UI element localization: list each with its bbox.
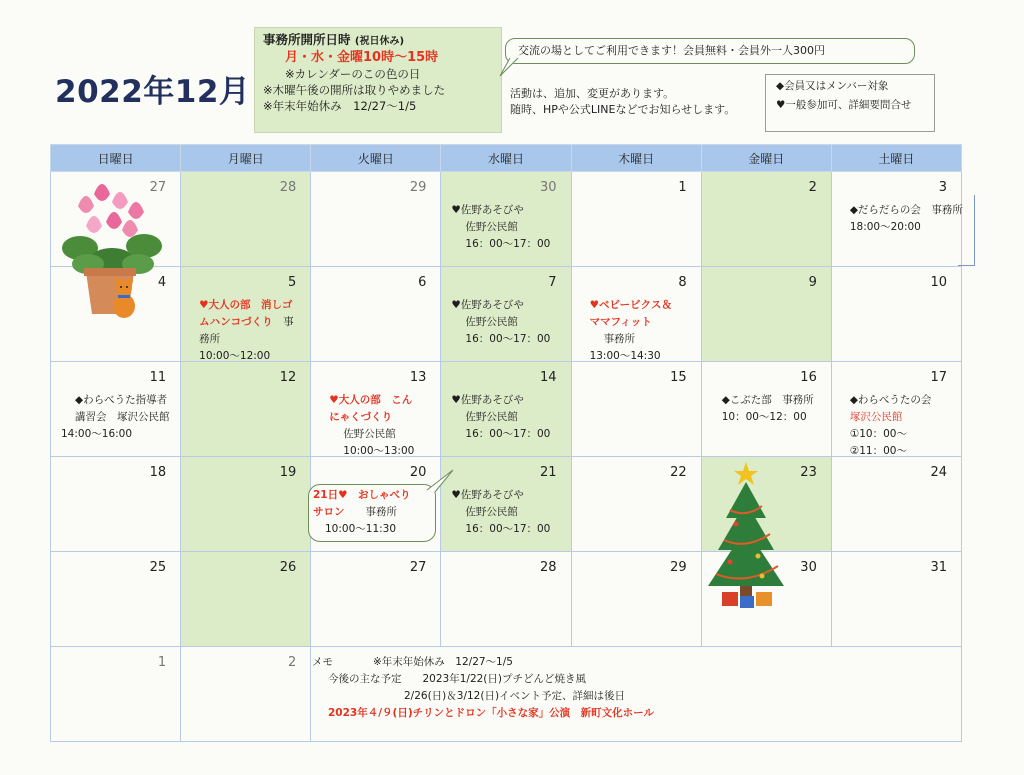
legend-public: ♥一般参加可、詳細要問合せ bbox=[776, 99, 912, 111]
day-number: 30 bbox=[800, 560, 817, 575]
office-hours-days: 月・水・金曜10時～15時 bbox=[285, 50, 439, 65]
day-number: 7 bbox=[548, 275, 557, 290]
bracket-line bbox=[958, 195, 975, 266]
day-number: 21 bbox=[540, 465, 557, 480]
day-cell bbox=[181, 172, 311, 267]
memo-upcoming-2: 2/26(日)＆3/12(日)イベント予定、詳細は後日 bbox=[404, 690, 626, 702]
event-time: 10:00～13:00 bbox=[343, 445, 415, 457]
day-cell bbox=[51, 457, 181, 552]
event-time: 18:00～20:00 bbox=[849, 221, 921, 233]
day-number: 18 bbox=[149, 465, 167, 480]
event-place: 事務所 bbox=[365, 506, 397, 518]
star-icon bbox=[734, 462, 758, 485]
cyclamen-bear-illustration bbox=[58, 176, 168, 324]
weekday-sat: 土曜日 bbox=[831, 145, 961, 172]
day-number: 1 bbox=[678, 180, 687, 195]
week-row bbox=[51, 362, 962, 457]
event-title: ◆だらだらの会 事務所 bbox=[849, 204, 963, 216]
event-time-1: ①10：00～ bbox=[849, 428, 907, 440]
day-number: 29 bbox=[409, 180, 427, 195]
event-time: 13:00～14:30 bbox=[589, 350, 661, 362]
day-cell bbox=[311, 267, 441, 362]
office-hours-note-color: ※カレンダーのこの色の日 bbox=[285, 67, 421, 81]
day-number: 6 bbox=[418, 275, 427, 290]
day-number: 24 bbox=[930, 465, 947, 480]
day-cell bbox=[311, 172, 441, 267]
day-cell bbox=[701, 362, 831, 457]
event-time: 10:00～12:00 bbox=[199, 350, 271, 362]
day-cell bbox=[831, 552, 961, 647]
event-warabeuta bbox=[850, 392, 955, 460]
event-place: 務所 bbox=[199, 333, 221, 345]
day-number: 2 bbox=[808, 180, 817, 195]
day-number: 4 bbox=[157, 275, 167, 290]
memo-upcoming: 今後の主な予定 2023年1/22(日)プチどんど焼き風 bbox=[328, 673, 586, 685]
day-cell bbox=[181, 457, 311, 552]
office-hours-box bbox=[254, 27, 502, 133]
weekday-wed: 水曜日 bbox=[441, 145, 571, 172]
day-cell bbox=[181, 647, 311, 742]
day-number: 27 bbox=[149, 180, 167, 195]
memo-label: メモ bbox=[312, 656, 333, 668]
event-place: 事務所 bbox=[603, 333, 636, 345]
gift-icon bbox=[722, 592, 738, 606]
event-time: 16：00～17：00 bbox=[465, 428, 551, 440]
memo-section bbox=[312, 654, 654, 722]
event-salon bbox=[313, 487, 411, 538]
event-title: ◆わらべうたの会 bbox=[849, 394, 932, 406]
weekday-sun: 日曜日 bbox=[51, 145, 181, 172]
memo-concert: 2023年４/９(日)チリンとドロン「小さな家」公演 新町文化ホール bbox=[328, 707, 654, 719]
day-cell bbox=[571, 267, 701, 362]
office-hours-heading-note: (祝日休み) bbox=[354, 36, 405, 47]
event-time: 16：00～17：00 bbox=[465, 333, 551, 345]
day-cell bbox=[831, 362, 961, 457]
day-number: 1 bbox=[157, 655, 167, 670]
event-eraser-stamp bbox=[199, 297, 304, 365]
day-number: 28 bbox=[540, 560, 557, 575]
weekday-mon: 月曜日 bbox=[181, 145, 311, 172]
salon-bubble-tail bbox=[425, 468, 455, 494]
day-cell bbox=[311, 362, 441, 457]
day-cell bbox=[571, 457, 701, 552]
memo-holiday: ※年末年始休み 12/27～1/5 bbox=[373, 656, 513, 668]
event-place: 佐野公民館 bbox=[465, 506, 518, 518]
event-babybics bbox=[590, 297, 695, 365]
week-row bbox=[51, 267, 962, 362]
notice-line-1: 活動は、追加、変更があります。 bbox=[510, 87, 675, 100]
day-number: 15 bbox=[670, 370, 687, 385]
event-time-2: ②11：00～ bbox=[849, 445, 907, 457]
page-title: 2022年12月 bbox=[55, 74, 251, 110]
day-number: 9 bbox=[808, 275, 817, 290]
gift-icon bbox=[756, 592, 772, 606]
event-daradara bbox=[849, 202, 963, 236]
day-number: 19 bbox=[279, 465, 297, 480]
event-kobuta bbox=[722, 392, 825, 426]
week-row bbox=[51, 457, 962, 552]
event-warabeuta-training bbox=[61, 392, 174, 443]
event-sano-asobiya bbox=[451, 297, 564, 348]
event-konnyaku bbox=[329, 392, 434, 460]
day-cell bbox=[51, 647, 181, 742]
calendar-grid bbox=[50, 144, 962, 742]
event-time: 14:00～16:00 bbox=[61, 428, 133, 440]
event-place: 講習会 塚沢公民館 bbox=[75, 411, 170, 423]
day-number: 22 bbox=[670, 465, 687, 480]
day-number: 25 bbox=[149, 560, 167, 575]
day-cell bbox=[701, 172, 831, 267]
office-hours-heading bbox=[263, 32, 493, 50]
day-cell bbox=[441, 267, 571, 362]
week-row bbox=[51, 552, 962, 647]
day-number: 14 bbox=[540, 370, 557, 385]
event-title-2: サロン bbox=[313, 506, 345, 518]
notice-text bbox=[510, 86, 735, 118]
event-place: 佐野公民館 bbox=[465, 316, 518, 328]
day-number: 2 bbox=[288, 655, 297, 670]
event-time: 16：00～17：00 bbox=[465, 523, 551, 535]
day-cell bbox=[571, 362, 701, 457]
event-time: 10：00～12：00 bbox=[721, 411, 807, 423]
usage-bubble: 交流の場としてご利用できます！会員無料・会員外一人300円 bbox=[505, 38, 915, 64]
day-number: 28 bbox=[279, 180, 297, 195]
legend-box bbox=[765, 74, 935, 132]
office-hours-heading-text: 事務所開所日時 bbox=[263, 32, 351, 47]
gift-icon bbox=[740, 596, 754, 608]
office-hours-note-holiday: ※年末年始休み 12/27～1/5 bbox=[263, 99, 417, 113]
day-cell bbox=[441, 362, 571, 457]
weekday-fri: 金曜日 bbox=[701, 145, 831, 172]
event-sano-asobiya bbox=[451, 202, 564, 253]
day-number: 29 bbox=[670, 560, 687, 575]
event-title: ♥大人の部 消しゴ bbox=[199, 299, 293, 311]
day-number: 8 bbox=[678, 275, 687, 290]
day-cell bbox=[571, 172, 701, 267]
day-number: 17 bbox=[930, 370, 947, 385]
event-sano-asobiya bbox=[451, 487, 564, 538]
notice-line-2: 随時、HPや公式LINEなどでお知らせします。 bbox=[510, 103, 736, 116]
bubble-tail bbox=[498, 58, 524, 78]
event-sano-asobiya bbox=[451, 392, 564, 443]
christmas-tree-illustration bbox=[700, 458, 792, 614]
day-cell bbox=[181, 362, 311, 457]
weekday-tue: 火曜日 bbox=[311, 145, 441, 172]
event-title-2: ムハンコづくり bbox=[199, 316, 273, 328]
day-cell bbox=[831, 172, 961, 267]
day-number: 11 bbox=[149, 370, 167, 385]
day-cell bbox=[701, 267, 831, 362]
weekday-header-row bbox=[51, 145, 962, 172]
event-title: ♥大人の部 こん bbox=[329, 394, 413, 406]
event-title: ♥佐野あそびや bbox=[451, 394, 524, 406]
day-cell bbox=[831, 267, 961, 362]
day-number: 26 bbox=[279, 560, 297, 575]
event-title: ♥佐野あそびや bbox=[451, 299, 524, 311]
day-cell bbox=[441, 552, 571, 647]
week-row bbox=[51, 172, 962, 267]
day-number: 10 bbox=[930, 275, 947, 290]
event-time: 10:00～11:30 bbox=[325, 523, 397, 535]
event-place: 佐野公民館 bbox=[343, 428, 396, 440]
day-cell bbox=[51, 552, 181, 647]
event-place-part: 事 bbox=[283, 316, 294, 328]
event-title: ♥ベビービクス＆ bbox=[589, 299, 672, 311]
day-cell bbox=[181, 552, 311, 647]
weekday-thu: 木曜日 bbox=[571, 145, 701, 172]
event-title: 21日♥ おしゃべり bbox=[313, 489, 411, 501]
event-time: 16：00～17：00 bbox=[465, 238, 551, 250]
office-hours-note-thursday: ※木曜午後の開所は取りやめました bbox=[263, 83, 446, 97]
event-title: ♥佐野あそびや bbox=[451, 204, 524, 216]
day-number: 13 bbox=[409, 370, 427, 385]
day-cell bbox=[51, 362, 181, 457]
day-number: 27 bbox=[409, 560, 427, 575]
day-cell bbox=[181, 267, 311, 362]
event-place: 塚沢公民館 bbox=[849, 411, 903, 423]
day-cell bbox=[441, 172, 571, 267]
day-number: 30 bbox=[540, 180, 557, 195]
event-place: 佐野公民館 bbox=[465, 411, 518, 423]
event-title: ♥佐野あそびや bbox=[451, 489, 524, 501]
event-title: ◆わらべうた指導者 bbox=[75, 394, 168, 406]
day-number: 5 bbox=[288, 275, 297, 290]
event-title-2: にゃくづくり bbox=[329, 411, 393, 423]
day-cell bbox=[571, 552, 701, 647]
day-cell bbox=[441, 457, 571, 552]
event-title: ◆こぶた部 事務所 bbox=[721, 394, 814, 406]
legend-members: ◆会員又はメンバー対象 bbox=[776, 80, 889, 92]
day-number: 3 bbox=[938, 180, 947, 195]
day-number: 12 bbox=[279, 370, 297, 385]
day-number: 20 bbox=[409, 465, 427, 480]
day-number: 16 bbox=[800, 370, 817, 385]
day-number: 31 bbox=[930, 560, 947, 575]
event-title-2: ママフィット bbox=[589, 316, 652, 328]
day-cell bbox=[831, 457, 961, 552]
cyclamen-flowers bbox=[78, 184, 144, 237]
day-number: 23 bbox=[800, 465, 817, 480]
event-place: 佐野公民館 bbox=[465, 221, 518, 233]
day-cell bbox=[311, 552, 441, 647]
